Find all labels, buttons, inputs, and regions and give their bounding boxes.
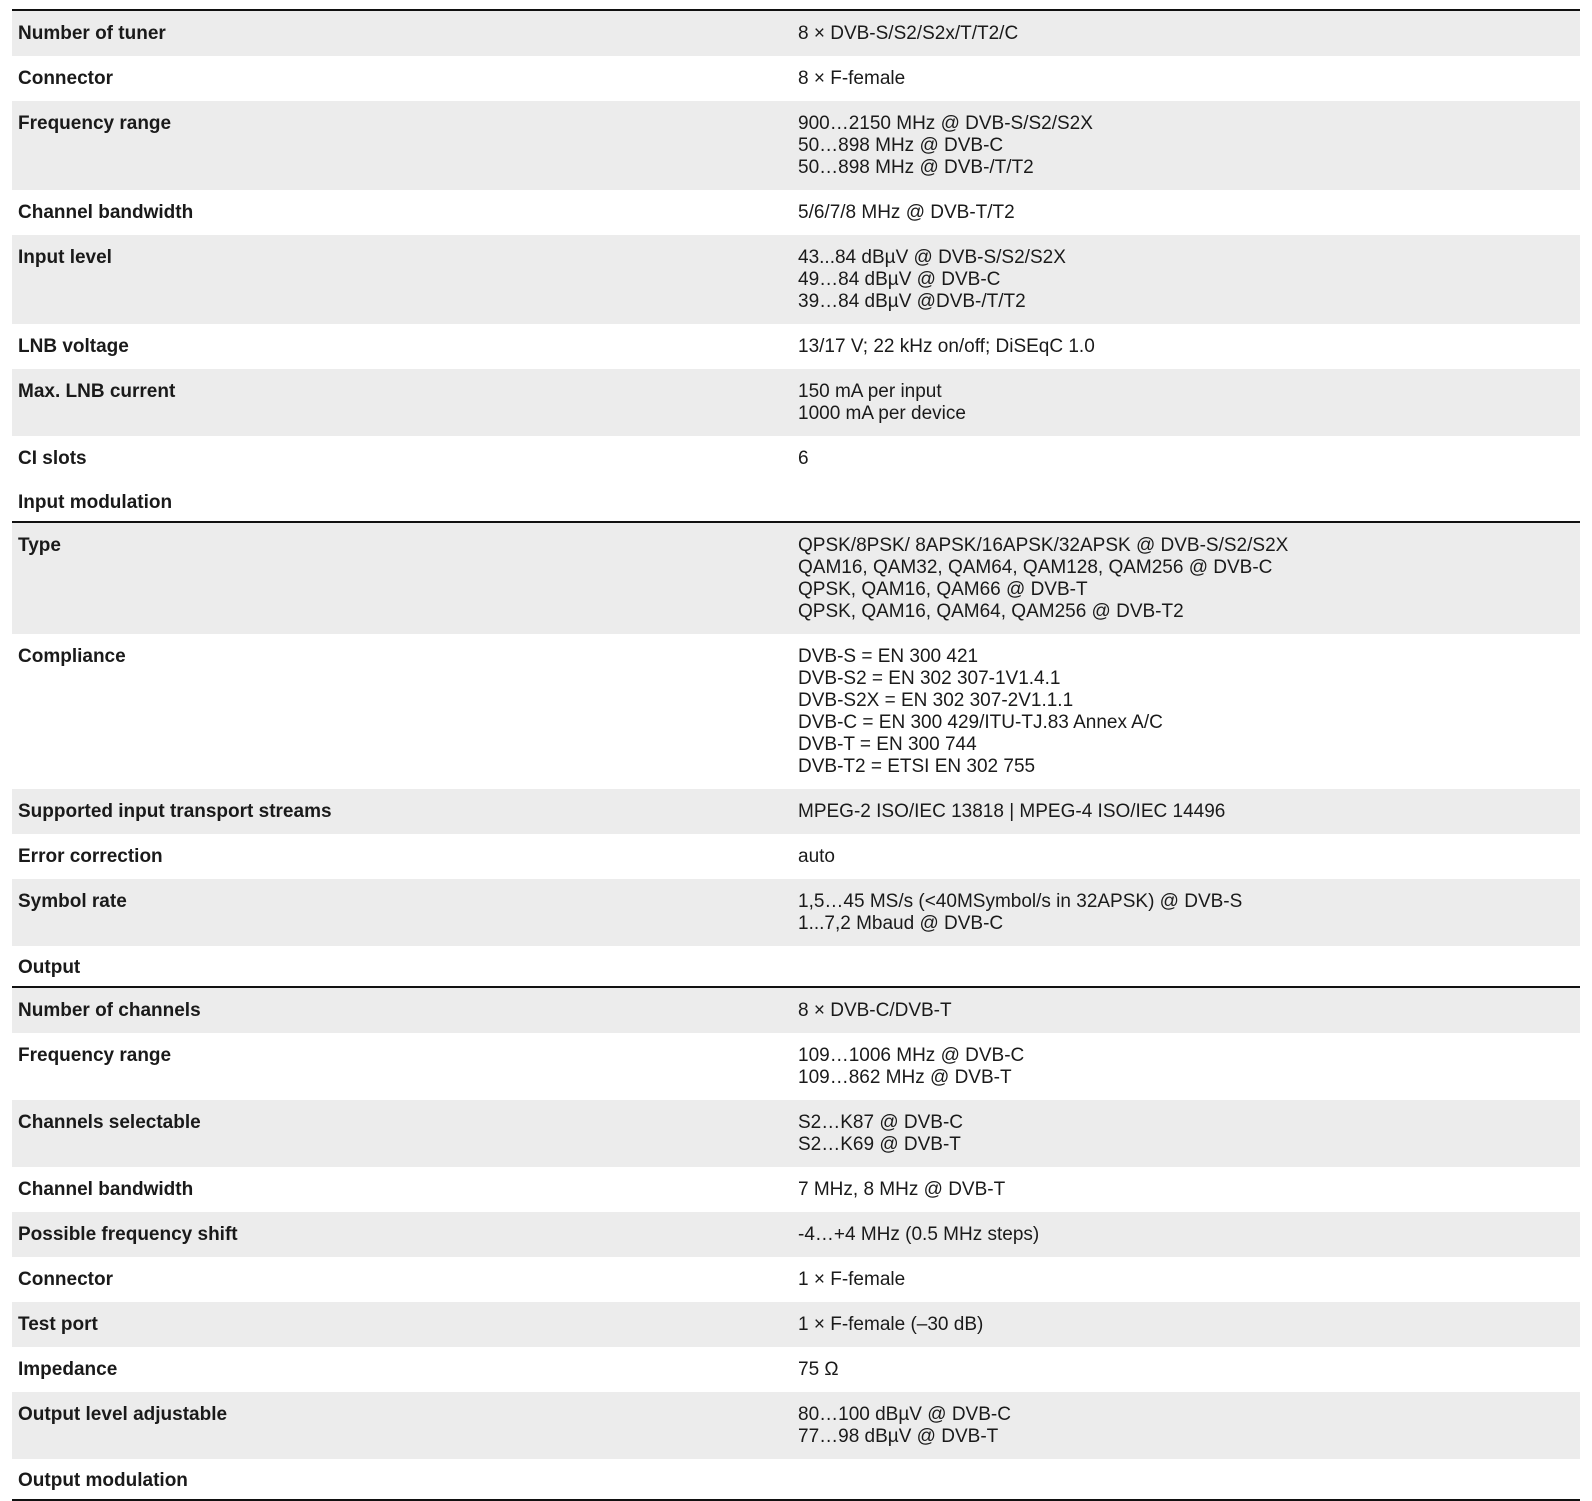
spec-label: CI slots [18, 448, 87, 469]
spec-row [12, 834, 1580, 879]
spec-value-line: 43...84 dBµV @ DVB-S/S2/S2X [798, 247, 1066, 268]
spec-value-line: 1 × F-female [798, 1269, 906, 1290]
spec-value-line: 77…98 dBµV @ DVB-T [798, 1426, 999, 1447]
spec-label: Compliance [18, 646, 126, 667]
spec-value [798, 448, 1580, 470]
spec-value [798, 381, 1580, 425]
spec-value [798, 1224, 1580, 1246]
spec-value-line: QAM16, QAM32, QAM64, QAM128, QAM256 @ DVB-C [798, 557, 1273, 578]
spec-label: Channels selectable [18, 1112, 201, 1133]
spec-row [12, 988, 1580, 1033]
spec-value-line: 900…2150 MHz @ DVB-S/S2/S2X [798, 113, 1093, 134]
spec-label: Connector [18, 1269, 113, 1290]
spec-value [798, 535, 1580, 623]
spec-row [12, 1033, 1580, 1100]
spec-row [12, 523, 1580, 634]
spec-value-line: DVB-C = EN 300 429/ITU-TJ.83 Annex A/C [798, 712, 1163, 733]
spec-label: Supported input transport streams [18, 801, 332, 822]
spec-value-line: 49…84 dBµV @ DVB-C [798, 269, 1001, 290]
section-heading: Output modulation [18, 1470, 188, 1491]
spec-row [12, 1167, 1580, 1212]
spec-value [798, 1179, 1580, 1201]
spec-value-line: 8 × DVB-S/S2/S2x/T/T2/C [798, 23, 1019, 44]
spec-value [798, 247, 1580, 313]
spec-value-line: 5/6/7/8 MHz @ DVB-T/T2 [798, 202, 1015, 223]
spec-value [798, 1000, 1580, 1022]
spec-table [12, 9, 1580, 1501]
spec-value-line: auto [798, 846, 835, 867]
spec-value-line: 8 × F-female [798, 68, 906, 89]
spec-row [12, 634, 1580, 789]
spec-value-line: 13/17 V; 22 kHz on/off; DiSEqC 1.0 [798, 336, 1095, 357]
spec-value-line: DVB-S2X = EN 302 307-2V1.1.1 [798, 690, 1074, 711]
spec-value [798, 1314, 1580, 1336]
spec-row [12, 436, 1580, 481]
spec-value-line: MPEG-2 ISO/IEC 13818 | MPEG-4 ISO/IEC 14496 [798, 801, 1226, 822]
spec-value-line: S2…K69 @ DVB-T [798, 1134, 961, 1155]
spec-row [12, 190, 1580, 235]
spec-value-line: DVB-T2 = ETSI EN 302 755 [798, 756, 1036, 777]
spec-label: Frequency range [18, 113, 172, 134]
spec-value-line: 50…898 MHz @ DVB-/T/T2 [798, 157, 1034, 178]
spec-value [798, 1359, 1580, 1381]
spec-value-line: 7 MHz, 8 MHz @ DVB-T [798, 1179, 1006, 1200]
spec-label: Connector [18, 68, 113, 89]
spec-label: Max. LNB current [18, 381, 176, 402]
spec-value [798, 1112, 1580, 1156]
spec-value-line: DVB-S = EN 300 421 [798, 646, 979, 667]
spec-value-line: 1000 mA per device [798, 403, 966, 424]
section-heading: Output [18, 957, 81, 978]
spec-value [798, 891, 1580, 935]
spec-row [12, 1392, 1580, 1459]
spec-value-line: 1 × F-female (–30 dB) [798, 1314, 984, 1335]
spec-value [798, 846, 1580, 868]
spec-label: Type [18, 535, 61, 556]
spec-row [12, 789, 1580, 834]
spec-value-line: 1,5…45 MS/s (<40MSymbol/s in 32APSK) @ DVB-S [798, 891, 1243, 912]
spec-label: Number of channels [18, 1000, 201, 1021]
spec-value-line: QPSK, QAM16, QAM64, QAM256 @ DVB-T2 [798, 601, 1184, 622]
spec-label: Output level adjustable [18, 1404, 228, 1425]
spec-value-line: 109…862 MHz @ DVB-T [798, 1067, 1012, 1088]
spec-label: Symbol rate [18, 891, 127, 912]
spec-value-line: 8 × DVB-C/DVB-T [798, 1000, 952, 1021]
spec-row [12, 1100, 1580, 1167]
spec-row [12, 1347, 1580, 1392]
section-heading: Input modulation [18, 492, 173, 513]
spec-value [798, 113, 1580, 179]
spec-label: Test port [18, 1314, 98, 1335]
spec-value-line: S2…K87 @ DVB-C [798, 1112, 964, 1133]
spec-value-line: 109…1006 MHz @ DVB-C [798, 1045, 1025, 1066]
spec-row [12, 1257, 1580, 1302]
spec-value [798, 336, 1580, 358]
spec-value-line: QPSK/8PSK/ 8APSK/16APSK/32APSK @ DVB-S/S2/S2X [798, 535, 1289, 556]
spec-label: LNB voltage [18, 336, 129, 357]
spec-label: Number of tuner [18, 23, 166, 44]
spec-value-line: QPSK, QAM16, QAM66 @ DVB-T [798, 579, 1088, 600]
spec-value [798, 202, 1580, 224]
spec-value [798, 1404, 1580, 1448]
spec-row [12, 1302, 1580, 1347]
spec-value-line: -4…+4 MHz (0.5 MHz steps) [798, 1224, 1040, 1245]
spec-value [798, 68, 1580, 90]
spec-label: Error correction [18, 846, 163, 867]
spec-value [798, 801, 1580, 823]
spec-value [798, 646, 1580, 778]
spec-label: Input level [18, 247, 112, 268]
spec-row [12, 369, 1580, 436]
spec-label: Possible frequency shift [18, 1224, 238, 1245]
spec-row [12, 11, 1580, 56]
spec-row [12, 101, 1580, 190]
spec-value-line: 80…100 dBµV @ DVB-C [798, 1404, 1011, 1425]
spec-value-line: 39…84 dBµV @DVB-/T/T2 [798, 291, 1026, 312]
spec-value-line: 6 [798, 448, 809, 469]
spec-value-line: 1...7,2 Mbaud @ DVB-C [798, 913, 1004, 934]
spec-label: Impedance [18, 1359, 118, 1380]
spec-label: Channel bandwidth [18, 1179, 194, 1200]
spec-value [798, 23, 1580, 45]
spec-value-line: 150 mA per input [798, 381, 942, 402]
spec-value [798, 1269, 1580, 1291]
spec-value [798, 1045, 1580, 1089]
spec-row [12, 56, 1580, 101]
spec-label: Channel bandwidth [18, 202, 194, 223]
spec-label: Frequency range [18, 1045, 172, 1066]
spec-value-line: 50…898 MHz @ DVB-C [798, 135, 1004, 156]
spec-row [12, 235, 1580, 324]
spec-row [12, 1212, 1580, 1257]
spec-value-line: DVB-T = EN 300 744 [798, 734, 977, 755]
spec-row [12, 879, 1580, 946]
spec-row [12, 324, 1580, 369]
spec-value-line: DVB-S2 = EN 302 307-1V1.4.1 [798, 668, 1061, 689]
spec-value-line: 75 Ω [798, 1359, 839, 1380]
